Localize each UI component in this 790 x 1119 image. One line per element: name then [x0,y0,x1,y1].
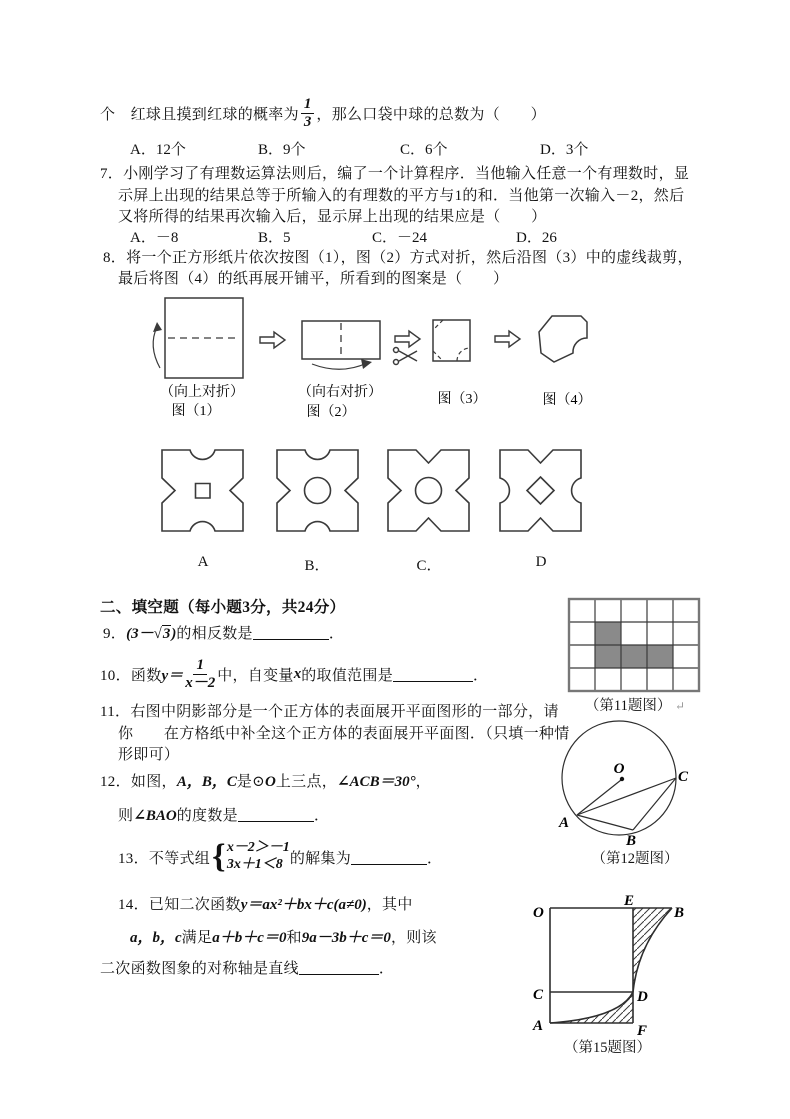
return-mark: ↵ [675,699,686,713]
q10-text2: 中，自变量 [217,667,294,684]
q9-text: 的相反数是 [176,626,253,642]
q13-answer-blank [351,850,427,865]
q9-answer-blank [253,625,329,640]
system-brace: { [212,837,226,875]
label-c: C [678,769,689,785]
label-a: A [533,1018,544,1034]
answer-figure-c [388,450,469,531]
fold-fig1-note: （向上对折） [160,385,244,400]
figure-11-caption-text: （第11题图） [584,698,672,714]
question-13 [118,834,442,880]
fraction-one-third [301,97,315,130]
cutline-bottomleft [433,351,443,361]
q6-stem-suffix: ，那么口袋中球的总数为（ ） [316,106,546,123]
q14-answer-blank [299,960,379,975]
figure-11-caption [560,694,710,715]
q10-fraction [185,658,215,691]
question-12-line2 [118,804,329,825]
question-14-line2: a，b，c满足a＋b＋c＝0和9a－3b＋c＝0，则该 [130,930,437,946]
fold-right-arrowhead [361,359,372,369]
q6-stem-prefix: 个 红球且摸到红球的概率为 [100,106,299,123]
inequality-system [210,837,290,875]
question-7-line2: 示屏上出现的结果总等于所输入的有理数的平方与1的和．当他第一次输入－2，然后 [118,188,685,204]
q12-l2-pre: 则 [118,808,134,824]
fold-up-arrowhead [153,322,162,332]
parabola-figure [525,893,690,1038]
question-8-line2: 最后将图（4）的纸再展开铺平，所看到的图案是（ ） [118,271,509,287]
q12-period: ． [313,808,330,824]
q9-period: ． [328,626,345,642]
label-e: E [623,893,635,909]
cutline-topleft [433,320,443,330]
q7-option-c: C．－24 [372,230,428,246]
q10-y-equals: y＝ [161,667,184,684]
q6-option-a: A．12个 [130,142,186,158]
q7-option-a: A．－8 [130,230,179,246]
q6-option-c: C．6个 [400,142,448,158]
q9-math-open: (3－ [126,626,154,642]
question-6-stem [100,93,546,133]
figure-12-caption: （第12题图） [591,851,679,867]
q12-answer-blank [238,807,314,822]
fold-right-arrow [312,363,367,369]
question-10 [100,652,488,696]
answer-figure-a [162,450,243,531]
answer-label-d: D [535,554,547,570]
label-a: A [559,815,570,831]
fold-fig2-note: （向右对折） [298,385,382,400]
fold-fig1-label: 图（1） [171,404,221,419]
q9-math-close: ) [171,626,177,642]
q10-answer-blank [393,667,473,682]
q12-l2-text: 的度数是 [176,808,238,824]
label-f: F [637,1023,648,1039]
question-9 [103,622,344,643]
q10-period: ． [473,667,489,684]
question-11-line2: 你 在方格纸中补全这个正方体的表面展开平面图．（只填一种情 [118,726,570,742]
segment-ab [577,815,633,830]
q13-text: 的解集为 [289,850,352,867]
center-point-o [620,777,624,781]
answer-label-c: C． [416,558,442,574]
q7-option-b: B．5 [258,230,291,246]
q6-option-b: B．9个 [258,142,306,158]
q14-l3-text: 二次函数图象的对称轴是直线 [100,961,299,977]
q10-var-x: x [293,665,302,682]
label-b: B [626,833,637,849]
q10-frac-num: 1 [193,658,207,675]
q7-option-d: D．26 [516,230,557,246]
q9-number: 9． [103,626,127,642]
question-14-line3 [100,957,394,978]
question-8-line1: 8．将一个正方形纸片依次按图（1），图（2）方式对折，然后沿图（3）中的虚线裁剪， [103,250,693,266]
circle-o [562,721,676,835]
scissors-icon [394,348,418,365]
q14-period: ． [378,961,395,977]
label-c: C [533,987,544,1003]
fold-fig4-shape [539,316,587,362]
grid-figure [569,599,699,691]
label-o: O [613,761,625,777]
answer-choice-figures [140,444,610,544]
q13-pre: 13．不等式组 [118,850,211,867]
q13-period: ． [427,850,443,867]
fold-fig3-square [433,320,470,361]
label-b: B [674,905,685,921]
circle-figure [555,715,705,849]
fold-fig4-label: 图（4） [542,393,592,408]
figure-15-caption: （第15题图） [564,1040,651,1056]
answer-figure-b [277,450,358,531]
answer-label-a: A [197,554,209,570]
q10-text1: 函数 [130,667,162,684]
q13-inequality-2: 3x＋1＜8 [226,857,283,872]
label-o: O [533,905,544,921]
label-d: D [637,989,648,1005]
fraction-numerator: 1 [301,97,315,114]
question-14-line1: 14．已知二次函数y＝ax²＋bx＋c(a≠0)，其中 [118,897,413,913]
q13-inequality-1: x－2＞－1 [226,840,290,856]
cutline-arc [457,348,470,361]
folding-process-figure [140,296,620,434]
question-11-line1: 11．右图中阴影部分是一个正方体的表面展开平面图形的一部分，请 [100,704,559,720]
fold-up-arrow [153,327,160,368]
segment-ao [577,780,621,815]
answer-figure-d [500,450,581,531]
section-2-heading: 二、填空题（每小题3分，共24分） [100,599,346,616]
sqrt-symbol: √ [153,626,162,642]
answer-label-b: B． [304,558,330,574]
q6-option-d: D．3个 [540,142,589,158]
hatched-region-lower [550,992,633,1023]
question-7-line1: 7．小刚学习了有理数运算法则后，编了一个计算程序．当他输入任意一个有理数时，显 [100,166,690,182]
fold-fig2-label: 图（2） [306,405,356,420]
hatched-region-upper [633,908,672,992]
fraction-denominator: 3 [303,113,312,130]
q10-number: 10． [100,667,131,684]
q12-angle-bao: ∠BAO [133,808,177,824]
question-11-line3: 形即可） [118,747,180,763]
question-12-line1: 12．如图，A，B，C是⊙O上三点，∠ACB＝30°， [100,774,431,790]
double-arrow-icon [260,331,520,348]
q9-radicand: 3 [162,626,171,642]
fold-fig3-label: 图（3） [437,392,487,407]
q10-text3: 的取值范围是 [301,667,394,684]
question-7-line3: 又将所得的结果再次输入后，显示屏上出现的结果应是（ ） [118,209,547,225]
q10-frac-den: x－2 [185,674,216,691]
